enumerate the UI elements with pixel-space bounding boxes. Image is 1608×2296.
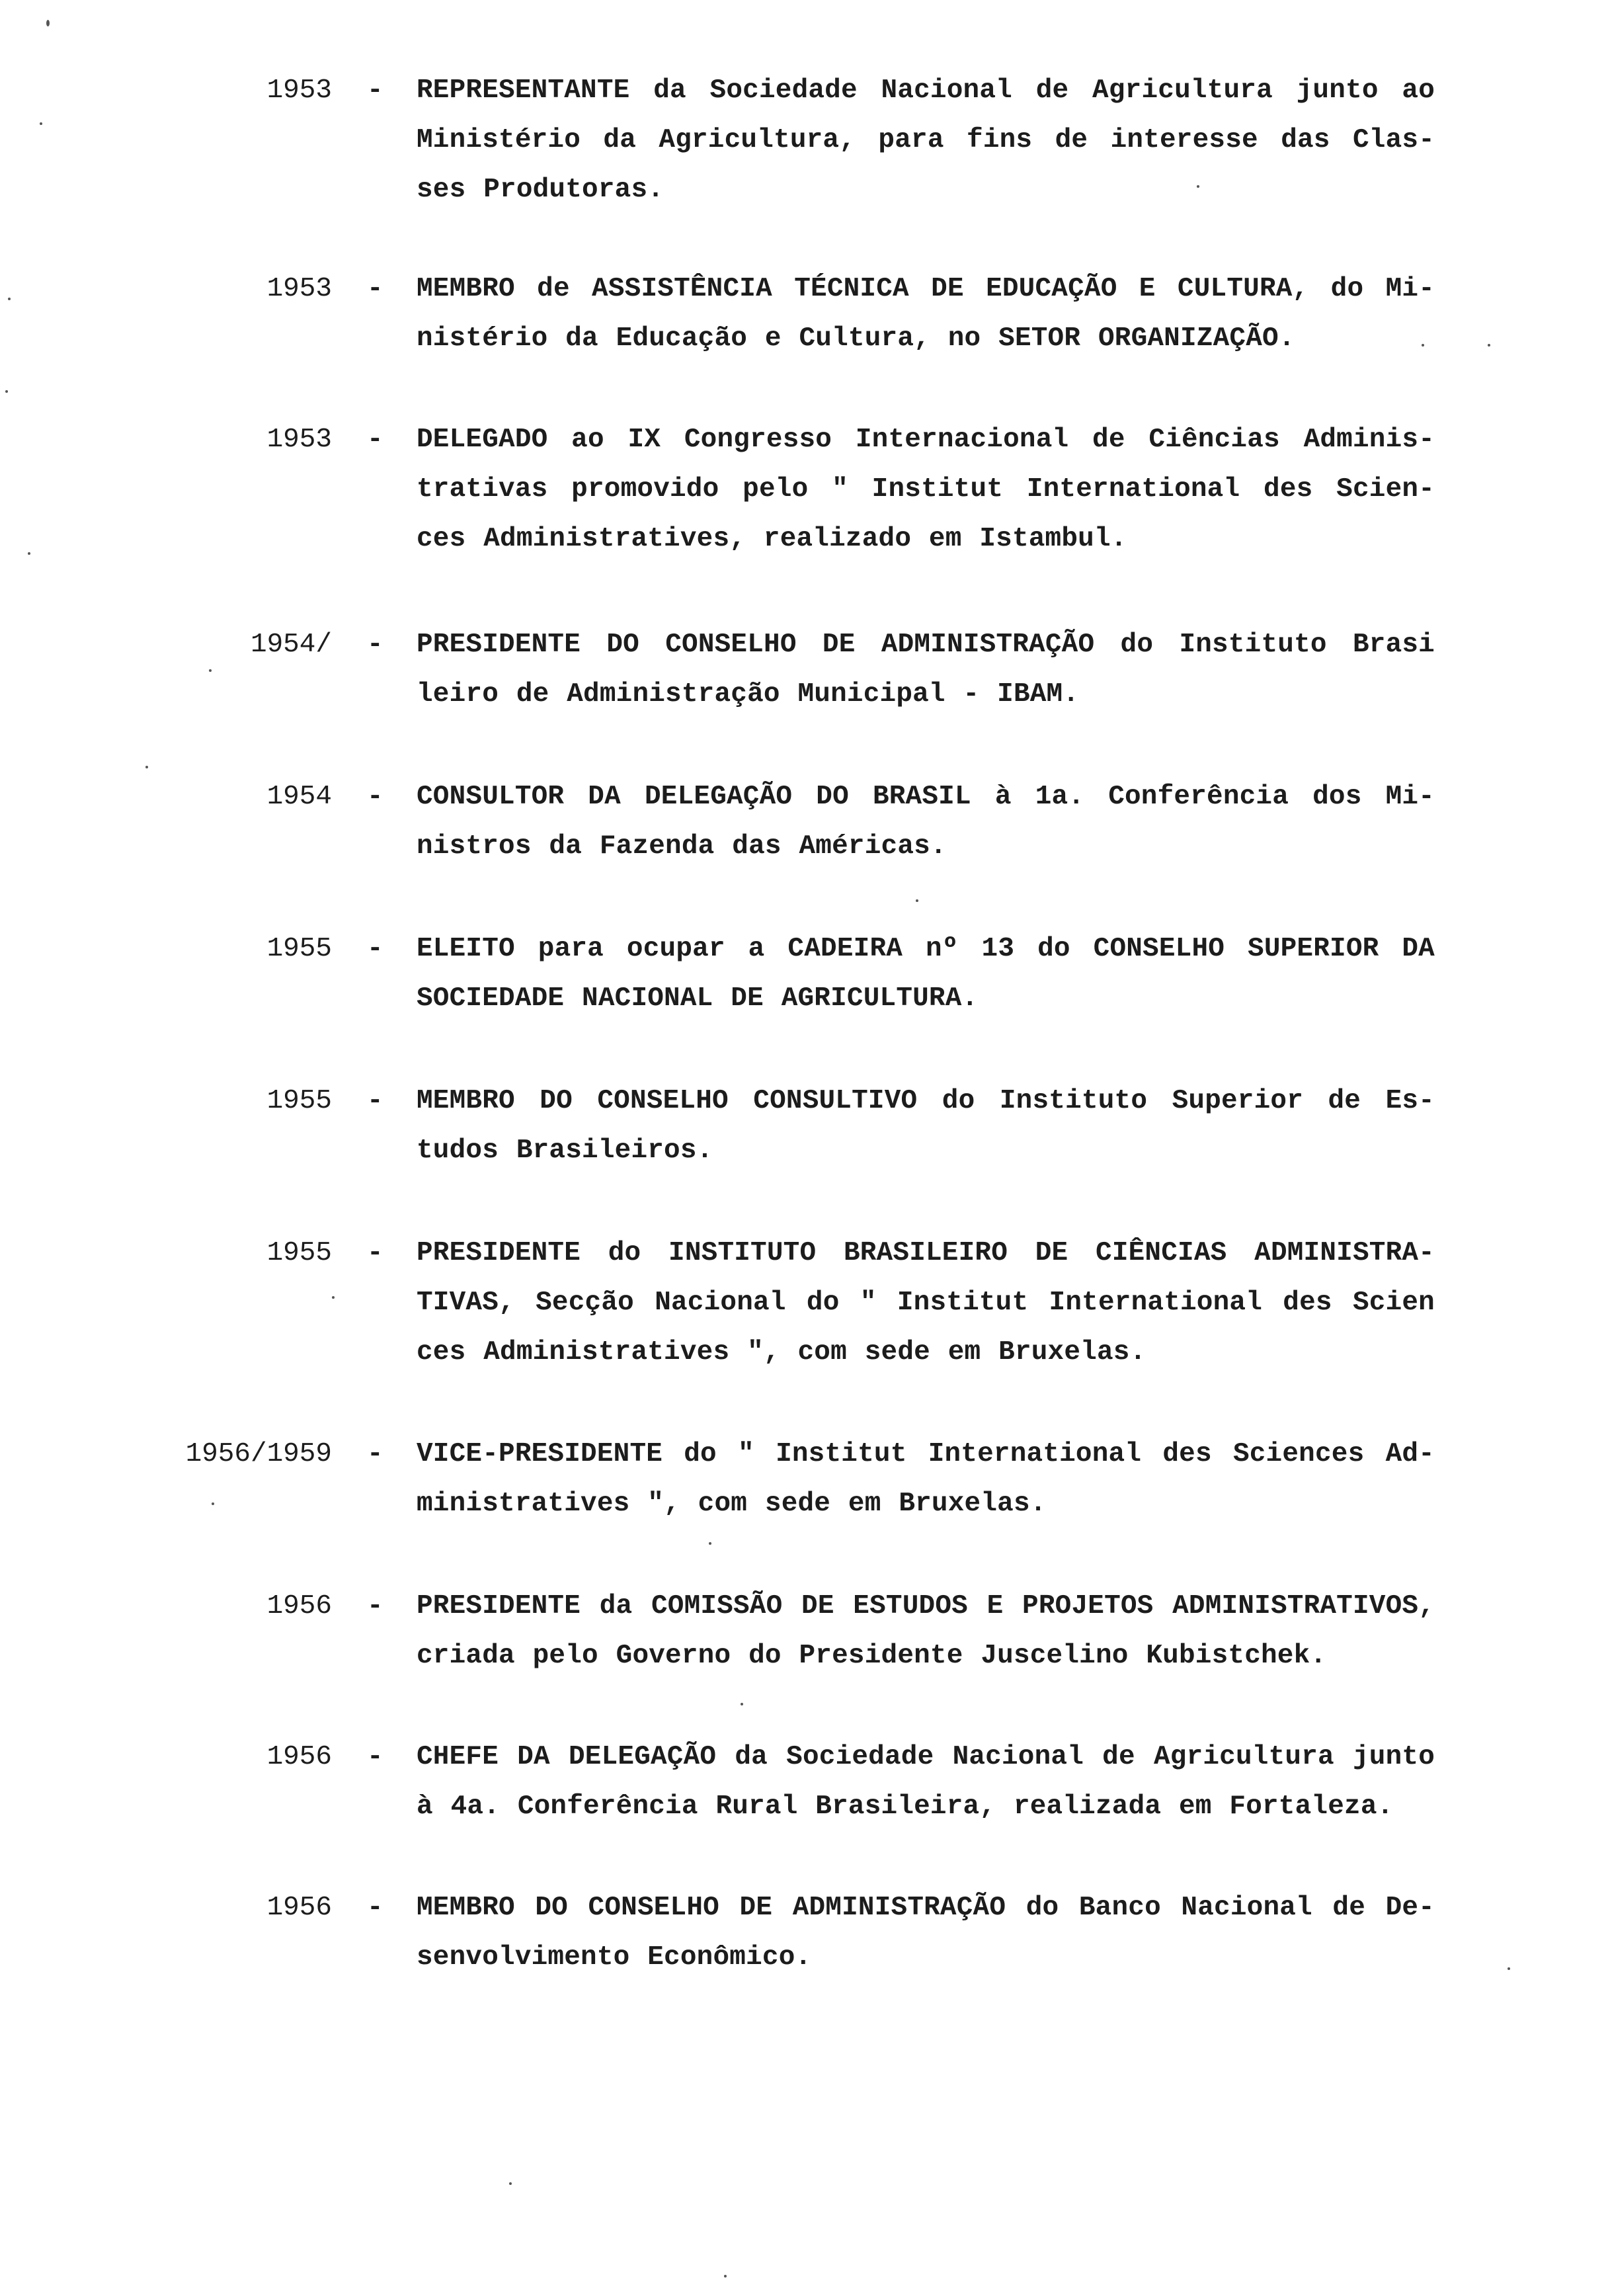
entry-text: PRESIDENTE da COMISSÃO DE ESTUDOS E PROJETOS ADMINISTRATIVOS, criada pelo Governo do Presidente Juscelino Kubistchek. [417,1591,1435,1671]
scan-speck [1488,344,1490,347]
scan-speck [741,1703,743,1705]
scan-speck [40,122,42,125]
entry-text: MEMBRO DO CONSELHO DE ADMINISTRAÇÃO do Banco Nacional de De-senvolvimento Econômico. [417,1893,1435,1973]
scan-speck [5,390,8,393]
scan-speck [709,1542,711,1545]
entry-dash: - [367,1893,383,1923]
scan-speck [916,899,918,902]
entry-dash: - [367,75,383,106]
entry-text: CONSULTOR DA DELEGAÇÃO DO BRASIL à 1a. Conferência dos Mi-nistros da Fazenda das Américas. [417,782,1435,862]
entry-year: 1956 [266,1591,332,1621]
entry-year: 1954 [266,782,332,812]
entry-dash: - [367,782,383,812]
entry-dash: - [367,1742,383,1772]
scan-speck [28,552,30,555]
entry-dash: - [367,425,383,455]
scan-speck [145,766,148,768]
entry-year: 1956/1959 [185,1439,332,1469]
entry-year: 1953 [266,75,332,106]
entry-dash: - [367,1086,383,1116]
entry-year: 1953 [266,274,332,304]
scan-speck [724,2275,727,2277]
entry-text: PRESIDENTE do INSTITUTO BRASILEIRO DE CIÊNCIAS ADMINISTRA-TIVAS, Secção Nacional do " Institut International des Scien ces Administratives ", com sede em Bruxelas. [417,1238,1435,1368]
entry-dash: - [367,1591,383,1621]
entry-text: PRESIDENTE DO CONSELHO DE ADMINISTRAÇÃO do Instituto Brasi leiro de Administração Municipal - IBAM. [417,630,1435,710]
entry-text: VICE-PRESIDENTE do " Institut International des Sciences Ad-ministratives ", com sede em Bruxelas. [417,1439,1435,1519]
entry-dash: - [367,630,383,660]
entry-year: 1956 [266,1742,332,1772]
scan-speck [1508,1967,1510,1970]
scan-speck [332,1296,335,1299]
entry-year: 1956 [266,1893,332,1923]
entry-year: 1955 [266,1086,332,1116]
entry-year: 1955 [266,934,332,964]
scan-speck [46,20,50,26]
entry-dash: - [367,1439,383,1469]
scan-speck [1422,344,1424,347]
entry-year: 1955 [266,1238,332,1268]
entry-text: DELEGADO ao IX Congresso Internacional de Ciências Adminis-trativas promovido pelo " Institut International des Scien-ces Administratives, realizado em Istambul. [417,425,1435,554]
scan-speck [509,2182,512,2185]
entry-text: REPRESENTANTE da Sociedade Nacional de Agricultura junto ao Ministério da Agricultura, para fins de interesse das Clas-ses Produtoras. [417,75,1435,205]
entry-text: CHEFE DA DELEGAÇÃO da Sociedade Nacional de Agricultura junto à 4a. Conferência Rural Brasileira, realizada em Fortaleza. [417,1742,1435,1822]
entry-dash: - [367,934,383,964]
entry-dash: - [367,274,383,304]
entry-text: MEMBRO DO CONSELHO CONSULTIVO do Instituto Superior de Es-tudos Brasileiros. [417,1086,1435,1166]
entry-year: 1954/ [250,630,332,660]
scan-speck [212,1502,214,1505]
entry-year: 1953 [266,425,332,455]
scan-speck [8,298,11,300]
scan-speck [1197,185,1199,188]
scan-speck [209,669,212,672]
entry-dash: - [367,1238,383,1268]
entry-text: ELEITO para ocupar a CADEIRA nº 13 do CONSELHO SUPERIOR DA SOCIEDADE NACIONAL DE AGRICULTURA. [417,934,1435,1014]
entry-text: MEMBRO de ASSISTÊNCIA TÉCNICA DE EDUCAÇÃO E CULTURA, do Mi-nistério da Educação e Cultura, no SETOR ORGANIZAÇÃO. [417,274,1435,354]
